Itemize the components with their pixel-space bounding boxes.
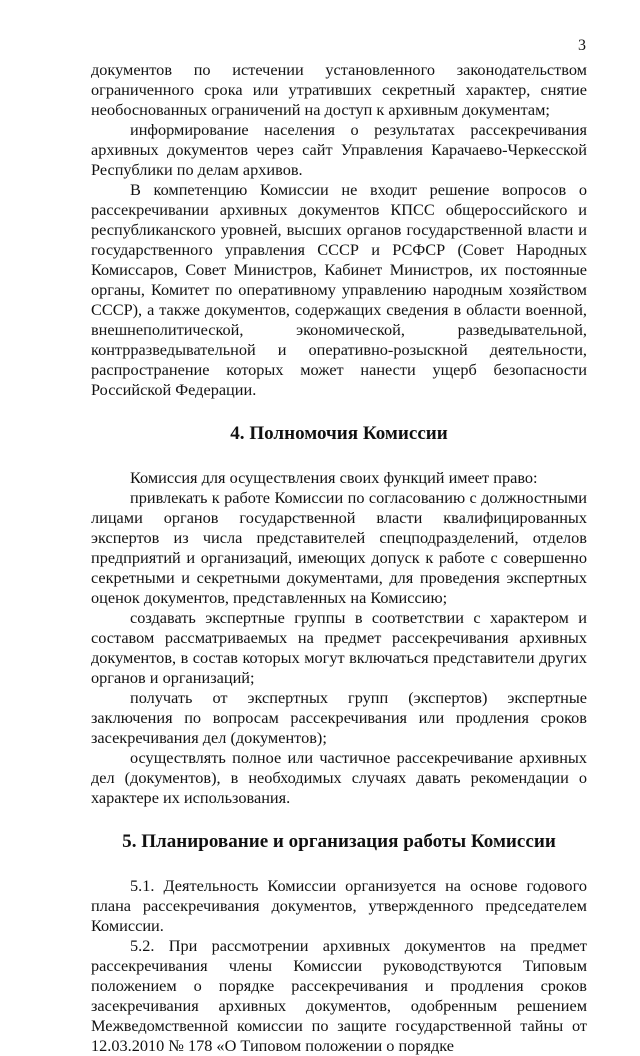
section-4-heading: 4. Полномочия Комиссии xyxy=(230,423,448,444)
section-4-right-conclusions: получать от экспертных групп (экспертов) экспертные заключения по вопросам рассекречивания или продления сроков засекречивания дел (документов); xyxy=(91,688,587,747)
paragraph-informing-public: информирование населения о результатах рассекречивания архивных документов через сайт Управления Карачаево-Черкесской Республики по делам архивов. xyxy=(91,120,587,179)
section-4-right-experts: привлекать к работе Комиссии по согласованию с должностными лицами органов государственной власти квалифицированных экспертов из числа представителей спецподразделений, отделов предприятий и организаций, имеющих допуск к работе с совершенно секретными и секретными документами, для проведения экспертных оценок документов, представленных на Комиссию; xyxy=(91,488,587,607)
section-4-right-groups: создавать экспертные группы в соответствии с характером и составом рассматриваемых на предмет рассекречивания архивных документов, в состав которых могут включаться представители других органов и организаций; xyxy=(91,608,587,687)
document-body xyxy=(91,60,587,1056)
section-4-right-declassify: осуществлять полное или частичное рассекречивание архивных дел (документов), в необходимых случаях давать рекомендации о характере их использования. xyxy=(91,748,587,807)
page-number: 3 xyxy=(578,37,586,54)
paragraph-access-restrictions: документов по истечении установленного законодательством ограниченного срока или утративших секретный характер, снятие необоснованных ограничений на доступ к архивным документам; xyxy=(91,60,587,119)
section-5-heading: 5. Планирование и организация работы Комиссии xyxy=(122,831,556,852)
section-5-2: 5.2. При рассмотрении архивных документов на предмет рассекречивания члены Комиссии руководствуются Типовым положением о порядке рассекречивания и продления сроков засекречивания архивных документов, одобренным решением Межведомственной комиссии по защите государственной тайны от 12.03.2010 № 178 «О Типовом положении о порядке xyxy=(91,936,587,1055)
section-5-1: 5.1. Деятельность Комиссии организуется на основе годового плана рассекречивания документов, утвержденного председателем Комиссии. xyxy=(91,876,587,935)
section-4-intro: Комиссия для осуществления своих функций имеет право: xyxy=(130,468,538,487)
paragraph-competence-exclusions: В компетенцию Комиссии не входит решение вопросов о рассекречивании архивных документов КПСС общероссийского и республиканского уровней, высших органов государственной власти и государственного управления СССР и РСФСР (Совет Народных Комиссаров, Совет Министров, Кабинет Министров, их постоянные органы, Комитет по оперативному управлению народным хозяйством СССР), а также документов, содержащих сведения в области военной, внешнеполитической, экономической, разведывательной, контрразведывательной и оперативно-розыскной деятельности, распространение которых может нанести ущерб безопасности Российской Федерации. xyxy=(91,180,587,399)
